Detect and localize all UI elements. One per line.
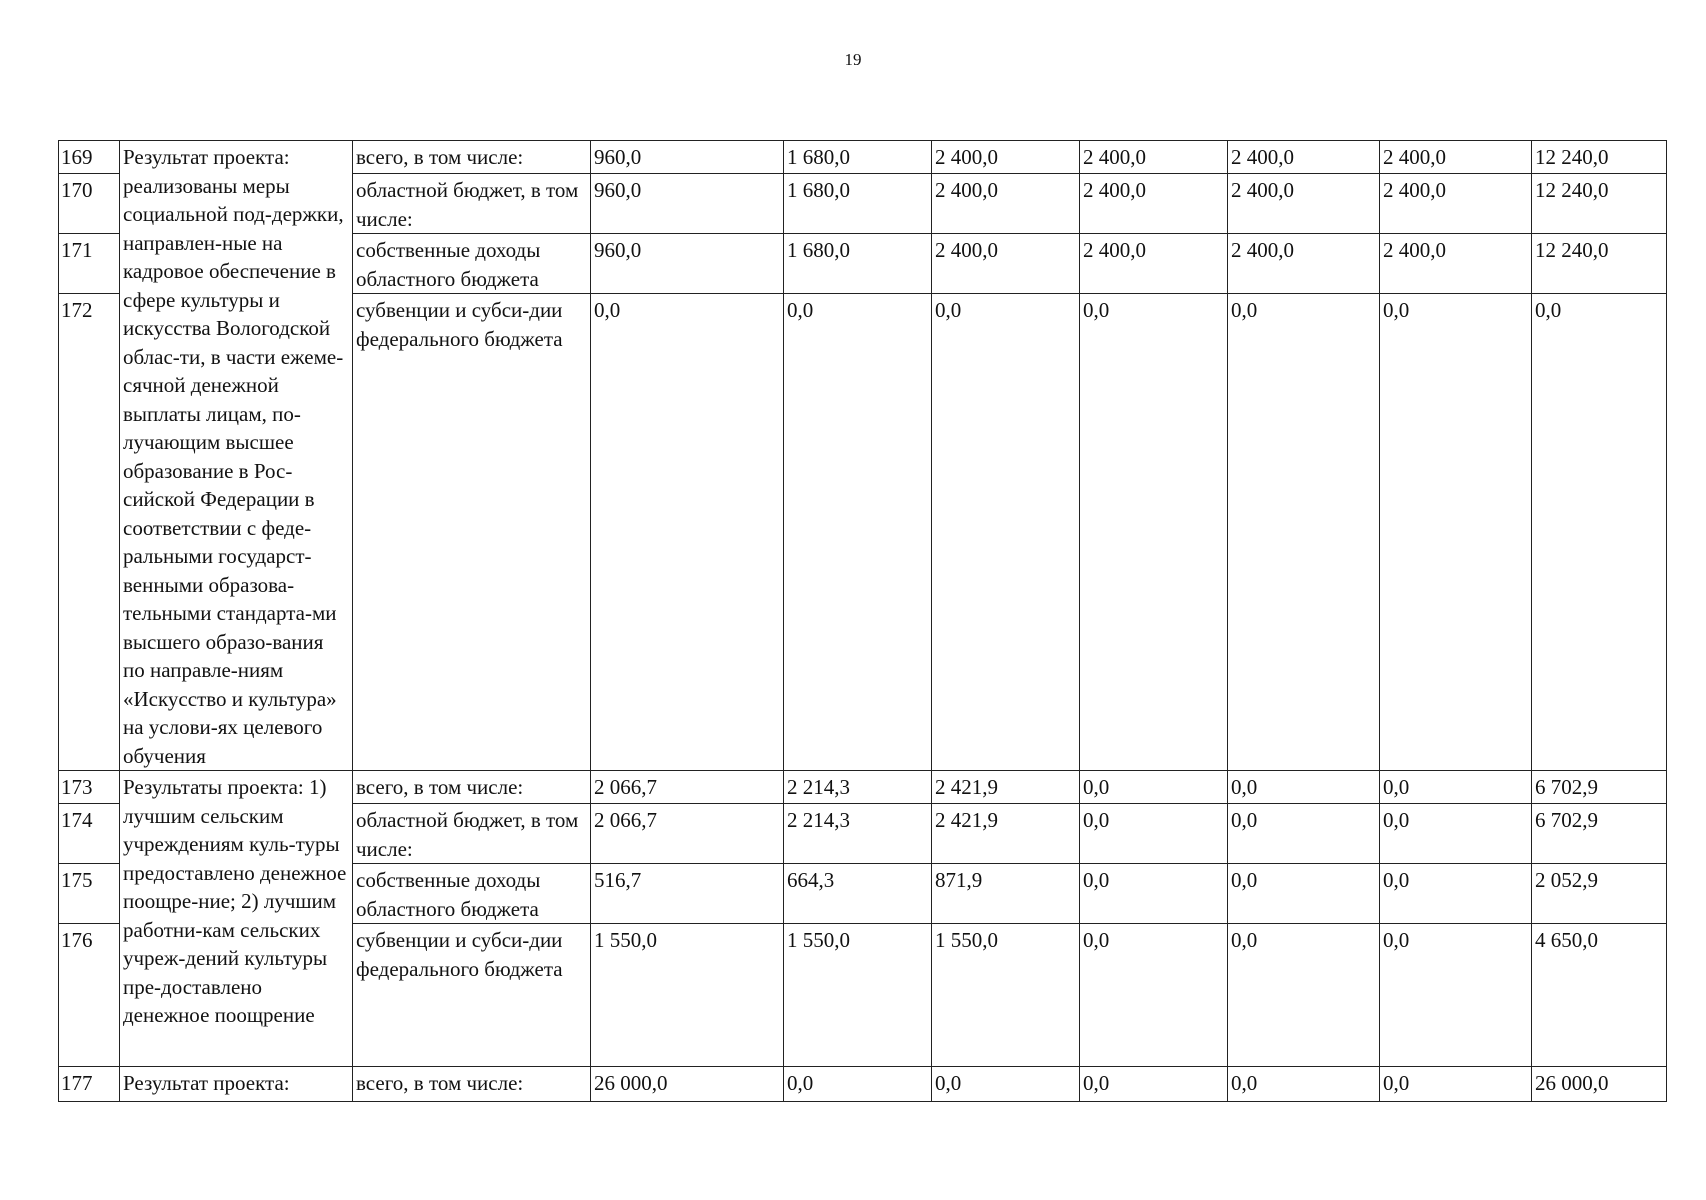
total-cell: 12 240,0 bbox=[1532, 174, 1667, 234]
value-cell: 0,0 bbox=[1080, 864, 1228, 924]
total-cell: 26 000,0 bbox=[1532, 1067, 1667, 1102]
value-cell: 2 400,0 bbox=[1080, 141, 1228, 174]
value-cell: 1 680,0 bbox=[784, 141, 932, 174]
funding-source: субвенции и субси-дии федерального бюджета bbox=[353, 924, 591, 1067]
value-cell: 2 400,0 bbox=[1080, 174, 1228, 234]
value-cell: 1 550,0 bbox=[784, 924, 932, 1067]
budget-table bbox=[58, 140, 1667, 1102]
value-cell: 0,0 bbox=[1080, 771, 1228, 804]
value-cell: 0,0 bbox=[1080, 294, 1228, 771]
funding-source: всего, в том числе: bbox=[353, 771, 591, 804]
total-cell: 12 240,0 bbox=[1532, 141, 1667, 174]
value-cell: 0,0 bbox=[1228, 1067, 1380, 1102]
funding-source: собственные доходы областного бюджета bbox=[353, 864, 591, 924]
row-number: 171 bbox=[59, 234, 120, 294]
value-cell: 871,9 bbox=[932, 864, 1080, 924]
value-cell: 2 066,7 bbox=[591, 804, 784, 864]
row-number: 173 bbox=[59, 771, 120, 804]
total-cell: 4 650,0 bbox=[1532, 924, 1667, 1067]
value-cell: 2 400,0 bbox=[1228, 141, 1380, 174]
value-cell: 2 421,9 bbox=[932, 804, 1080, 864]
value-cell: 1 550,0 bbox=[591, 924, 784, 1067]
value-cell: 2 400,0 bbox=[932, 174, 1080, 234]
value-cell: 0,0 bbox=[784, 294, 932, 771]
funding-source: всего, в том числе: bbox=[353, 141, 591, 174]
project-result-cell: Результат проекта: bbox=[120, 1067, 353, 1102]
table-row bbox=[59, 1067, 1667, 1102]
value-cell: 960,0 bbox=[591, 174, 784, 234]
value-cell: 0,0 bbox=[591, 294, 784, 771]
row-number: 169 bbox=[59, 141, 120, 174]
project-result-cell: Результат проекта: реализованы меры социальной под-держки, направлен-ные на кадровое обеспечение в сфере культуры и искусства Вологодской облас-ти, в части ежеме-сячной денежной выплаты лицам, по-лучающим высшее образование в Рос-сийской Федерации в соответствии с феде-ральными государст-венными образова-тельными стандарта-ми высшего образо-вания по направле-ниям «Искусство и культура» на услови-ях целевого обучения bbox=[120, 141, 353, 771]
total-cell: 12 240,0 bbox=[1532, 234, 1667, 294]
value-cell: 1 550,0 bbox=[932, 924, 1080, 1067]
value-cell: 664,3 bbox=[784, 864, 932, 924]
value-cell: 2 400,0 bbox=[932, 141, 1080, 174]
table-row bbox=[59, 771, 1667, 804]
total-cell: 2 052,9 bbox=[1532, 864, 1667, 924]
value-cell: 2 400,0 bbox=[1380, 174, 1532, 234]
total-cell: 6 702,9 bbox=[1532, 771, 1667, 804]
total-cell: 6 702,9 bbox=[1532, 804, 1667, 864]
table-row bbox=[59, 141, 1667, 174]
value-cell: 1 680,0 bbox=[784, 234, 932, 294]
value-cell: 0,0 bbox=[1080, 804, 1228, 864]
value-cell: 0,0 bbox=[1380, 804, 1532, 864]
value-cell: 960,0 bbox=[591, 234, 784, 294]
value-cell: 2 066,7 bbox=[591, 771, 784, 804]
value-cell: 0,0 bbox=[1380, 294, 1532, 771]
value-cell: 0,0 bbox=[784, 1067, 932, 1102]
row-number: 170 bbox=[59, 174, 120, 234]
value-cell: 0,0 bbox=[932, 294, 1080, 771]
funding-source: всего, в том числе: bbox=[353, 1067, 591, 1102]
row-number: 176 bbox=[59, 924, 120, 1067]
value-cell: 0,0 bbox=[1228, 804, 1380, 864]
value-cell: 2 400,0 bbox=[1228, 234, 1380, 294]
value-cell: 2 400,0 bbox=[1380, 234, 1532, 294]
value-cell: 0,0 bbox=[1228, 294, 1380, 771]
value-cell: 26 000,0 bbox=[591, 1067, 784, 1102]
value-cell: 0,0 bbox=[1380, 1067, 1532, 1102]
value-cell: 1 680,0 bbox=[784, 174, 932, 234]
value-cell: 0,0 bbox=[1228, 864, 1380, 924]
funding-source: областной бюджет, в том числе: bbox=[353, 804, 591, 864]
row-number: 177 bbox=[59, 1067, 120, 1102]
value-cell: 0,0 bbox=[1080, 1067, 1228, 1102]
value-cell: 2 400,0 bbox=[1080, 234, 1228, 294]
value-cell: 2 400,0 bbox=[1380, 141, 1532, 174]
page-number: 19 bbox=[844, 50, 862, 69]
row-number: 174 bbox=[59, 804, 120, 864]
funding-source: субвенции и субси-дии федерального бюджета bbox=[353, 294, 591, 771]
project-result-cell: Результаты проекта: 1) лучшим сельским учреждениям куль-туры предоставлено денежное поощре-ние; 2) лучшим работни-кам сельских учреж-дений культуры пре-доставлено денежное поощрение bbox=[120, 771, 353, 1067]
row-number: 175 bbox=[59, 864, 120, 924]
value-cell: 2 214,3 bbox=[784, 804, 932, 864]
value-cell: 0,0 bbox=[1380, 864, 1532, 924]
value-cell: 0,0 bbox=[1380, 924, 1532, 1067]
value-cell: 960,0 bbox=[591, 141, 784, 174]
value-cell: 0,0 bbox=[932, 1067, 1080, 1102]
value-cell: 2 400,0 bbox=[932, 234, 1080, 294]
value-cell: 2 400,0 bbox=[1228, 174, 1380, 234]
row-number: 172 bbox=[59, 294, 120, 771]
value-cell: 2 214,3 bbox=[784, 771, 932, 804]
funding-source: областной бюджет, в том числе: bbox=[353, 174, 591, 234]
value-cell: 516,7 bbox=[591, 864, 784, 924]
value-cell: 0,0 bbox=[1228, 771, 1380, 804]
total-cell: 0,0 bbox=[1532, 294, 1667, 771]
funding-source: собственные доходы областного бюджета bbox=[353, 234, 591, 294]
value-cell: 0,0 bbox=[1380, 771, 1532, 804]
value-cell: 0,0 bbox=[1080, 924, 1228, 1067]
value-cell: 2 421,9 bbox=[932, 771, 1080, 804]
value-cell: 0,0 bbox=[1228, 924, 1380, 1067]
